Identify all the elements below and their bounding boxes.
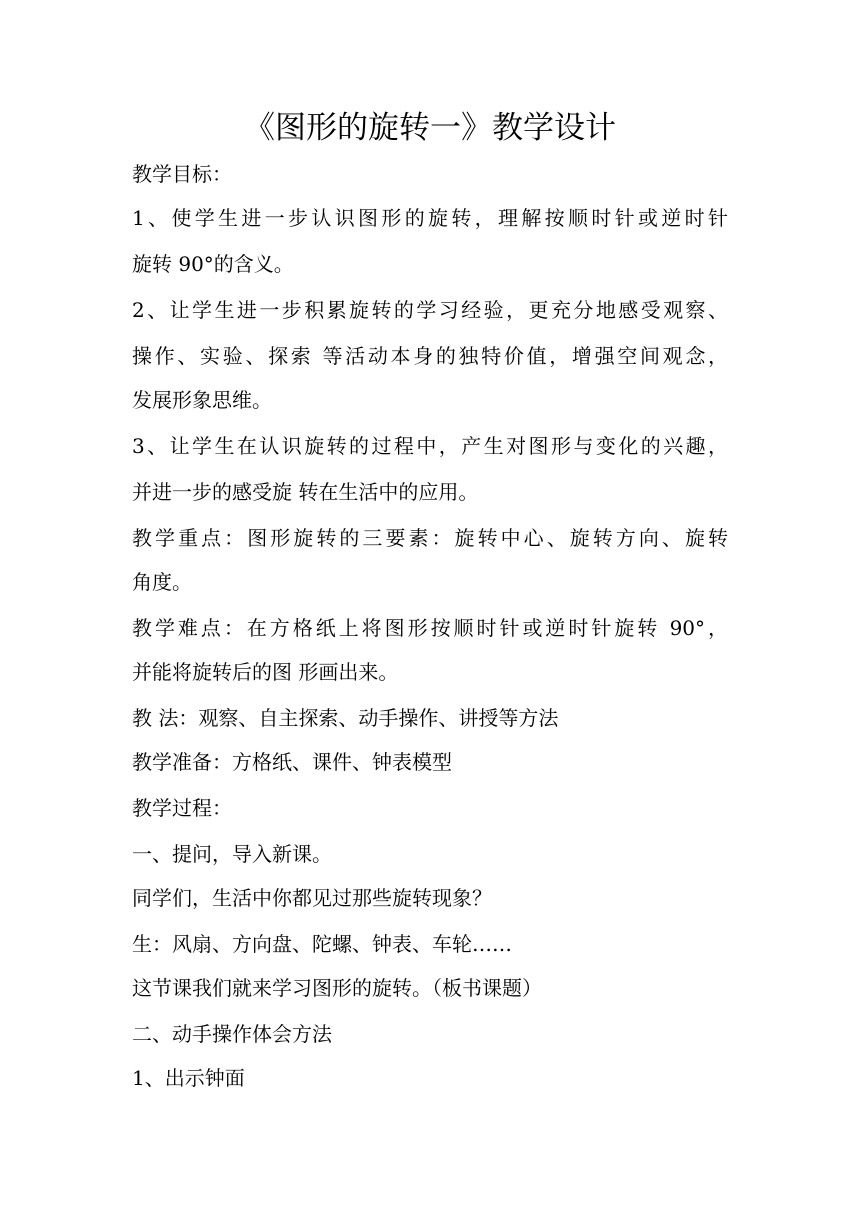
text-line: 教学目标：: [132, 162, 232, 186]
text-line: 生：风扇、方向盘、陀螺、钟表、车轮……: [132, 932, 512, 956]
text-line: 并进一步的感受旋 转在生活中的应用。: [132, 480, 479, 504]
text-line: 发展形象思维。: [132, 388, 272, 412]
text-line: 一、提问，导入新课。: [132, 842, 332, 866]
text-line: 教学过程：: [132, 796, 232, 820]
text-line: 角度。: [132, 570, 192, 594]
text-line: 操作、实验、探索 等活动本身的独特价值，增强空间观念，: [132, 344, 728, 368]
text-line: 教学重点：图形旋转的三要素：旋转中心、旋转方向、旋转: [132, 526, 728, 550]
text-line: 2、让学生进一步积累旋转的学习经验，更充分地感受观察、: [132, 298, 728, 322]
text-line: 3、让学生在认识旋转的过程中，产生对图形与变化的兴趣，: [132, 434, 728, 458]
text-line: 二、动手操作体会方法: [132, 1022, 332, 1046]
text-line: 1、出示钟面: [132, 1066, 245, 1090]
text-line: 并能将旋转后的图 形画出来。: [132, 660, 399, 684]
text-line: 教学准备：方格纸、课件、钟表模型: [132, 750, 452, 774]
text-line: 教学难点：在方格纸上将图形按顺时针或逆时针旋转 90°，: [132, 616, 728, 640]
text-line: 同学们，生活中你都见过那些旋转现象？: [132, 886, 492, 910]
text-line: 教 法：观察、自主探索、动手操作、讲授等方法: [132, 706, 559, 730]
text-line: 这节课我们就来学习图形的旋转。（板书课题）: [132, 976, 542, 1000]
text-line: 旋转 90°的含义。: [132, 252, 294, 276]
text-line: 1、使学生进一步认识图形的旋转，理解按顺时针或逆时针: [132, 206, 728, 230]
document-title: 《图形的旋转一》教学设计: [244, 110, 616, 146]
